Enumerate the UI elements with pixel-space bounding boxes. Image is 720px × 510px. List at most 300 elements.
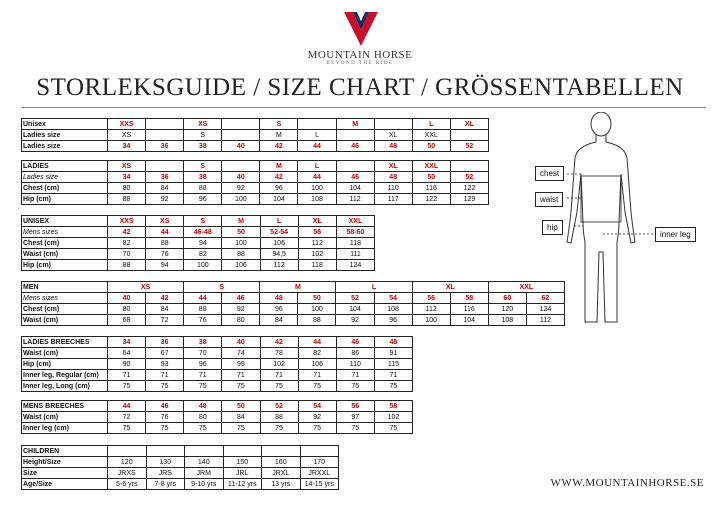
table-cell: 80 [108,304,146,315]
row-label: Unisex [22,119,108,130]
table-cell: 56 [336,401,374,412]
table-cell: 52 [450,141,488,152]
table-cell: XS [184,119,222,130]
table-cell: 108 [488,315,526,326]
table-cell: 92 [146,194,184,205]
table-cell [222,130,260,141]
table-cell: 71 [184,370,222,381]
row-label: Chest (cm) [22,183,108,194]
table-cell: 9-10 yrs [185,479,224,490]
table-cell [450,130,488,141]
table-cell: 112 [260,260,298,271]
table-cell: 62 [526,293,564,304]
inner-leg-label: inner leg [655,227,696,242]
table-cell: 75 [184,381,222,392]
row-label: Chest (cm) [22,304,108,315]
unisex-top-table [21,118,489,152]
row-label: Hip (cm) [22,359,108,370]
table-row [22,194,489,205]
table-cell: 102 [298,249,336,260]
table-cell: 120 [488,304,526,315]
row-label: Ladies size [22,141,108,152]
table-cell: XXL [336,216,374,227]
table-cell: 100 [298,304,336,315]
table-cell: 52-54 [260,227,298,238]
brand-name: MOUNTAIN HORSE [307,49,413,61]
row-label: Mens sizes [22,293,108,304]
table-cell: 44 [298,337,336,348]
row-label: Hip (cm) [22,260,108,271]
table-cell: 100 [184,260,222,271]
table-cell: 92 [222,183,260,194]
table-cell: 54 [374,293,412,304]
table-cell: 11-12 yrs [223,479,262,490]
table-cell [146,130,184,141]
table-cell [262,446,301,457]
table-cell: XXS [108,119,146,130]
table-cell: 58-60 [336,227,374,238]
table-cell: 100 [298,183,336,194]
row-label: Height/Size [22,457,108,468]
table-cell: XL [450,119,488,130]
table-row [22,293,565,304]
table-cell: 124 [526,304,564,315]
table-header: LADIES [22,161,108,172]
table-cell: 97 [336,412,374,423]
table-cell: 48 [374,141,412,152]
table-cell: 86 [336,348,374,359]
table-cell: XS [108,161,146,172]
table-row [22,119,489,130]
table-cell: M [222,216,260,227]
table-cell: 52 [450,172,488,183]
table-cell: 42 [260,172,298,183]
row-label: Waist (cm) [22,412,108,423]
table-row [22,238,375,249]
table-cell: 80 [222,315,260,326]
table-cell: 96 [260,304,298,315]
row-label: Inner leg (cm) [22,423,108,434]
table-cell: 82 [184,249,222,260]
table-cell: 91 [374,348,412,359]
row-label: Inner leg, Long (cm) [22,381,108,392]
table-cell: 88 [184,304,222,315]
table-row [22,446,339,457]
table-cell: 70 [184,348,222,359]
table-cell: 122 [412,194,450,205]
table-cell: 94,5 [260,249,298,260]
table-cell: JRXS [108,468,147,479]
table-cell: 112 [298,238,336,249]
table-cell: 44 [298,141,336,152]
table-cell: 38 [184,337,222,348]
table-row [22,479,339,490]
table-cell: 93 [146,359,184,370]
table-cell: 48 [184,401,222,412]
table-cell [146,119,184,130]
table-cell: 75 [298,381,336,392]
title-rule [21,107,706,108]
table-cell [300,446,339,457]
table-cell: 96 [184,194,222,205]
table-cell [336,130,374,141]
table-cell: 84 [260,315,298,326]
table-cell: 94 [184,238,222,249]
table-cell: 76 [184,315,222,326]
table-cell: 72 [146,315,184,326]
table-cell: 104 [260,194,298,205]
table-cell: 44 [108,401,146,412]
table-row [22,161,489,172]
table-row [22,381,413,392]
table-cell: 36 [146,141,184,152]
table-cell: 75 [222,381,260,392]
table-cell: 106 [260,238,298,249]
table-cell: 46 [222,293,260,304]
table-cell: JRL [223,468,262,479]
table-row [22,282,565,293]
row-label: Size [22,468,108,479]
table-row [22,359,413,370]
table-cell: 76 [146,412,184,423]
table-cell: 88 [146,238,184,249]
table-cell: 75 [146,423,184,434]
table-row [22,141,489,152]
table-cell: 170 [300,457,339,468]
table-cell: S [184,130,222,141]
table-cell: 90 [108,359,146,370]
table-row [22,172,489,183]
table-cell: XXL [412,130,450,141]
table-cell: JRXXL [300,468,339,479]
table-cell: 44 [184,293,222,304]
table-cell: 94 [146,260,184,271]
row-label: Inner leg, Regular (cm) [22,370,108,381]
table-cell: M [260,161,298,172]
table-header: MEN [22,282,108,293]
table-cell: 46 [336,172,374,183]
table-cell: 46 [336,337,374,348]
table-cell: 34 [108,337,146,348]
table-cell: 88 [184,183,222,194]
table-cell: 129 [450,194,488,205]
mens-breeches-table [21,400,413,434]
table-row [22,337,413,348]
brand-tagline: BEYOND THE RIDE [326,61,394,66]
table-cell: 84 [222,412,260,423]
table-row [22,457,339,468]
table-cell: 64 [108,348,146,359]
table-cell: 56 [298,227,336,238]
table-cell: 75 [146,381,184,392]
table-cell: 34 [108,172,146,183]
table-cell: 58 [374,401,412,412]
table-cell: 40 [222,172,260,183]
table-row [22,304,565,315]
table-cell: 99 [222,359,260,370]
table-cell: 116 [450,304,488,315]
table-cell: 108 [374,304,412,315]
table-cell: 38 [184,172,222,183]
table-cell: 75 [260,381,298,392]
table-cell: 34 [108,141,146,152]
table-cell: 67 [146,348,184,359]
table-cell: XS [108,282,184,293]
table-cell: JRM [185,468,224,479]
table-cell: 88 [108,194,146,205]
table-cell: 106 [298,359,336,370]
mountain-horse-logo [342,12,380,46]
table-cell [108,446,147,457]
table-cell: M [260,130,298,141]
table-cell: XXS [108,216,146,227]
website-url: WWW.MOUNTAINHORSE.SE [550,477,704,489]
table-cell: S [260,119,298,130]
row-label: Chest (cm) [22,238,108,249]
table-cell: 48 [260,293,298,304]
table-cell: XXL [488,282,564,293]
table-cell: 71 [336,370,374,381]
table-cell: 48 [374,172,412,183]
table-row [22,348,413,359]
table-row [22,370,413,381]
row-label: Ladies size [22,172,108,183]
children-table [21,445,339,490]
table-cell: 46 [336,141,374,152]
table-cell [146,161,184,172]
table-cell: 92 [336,315,374,326]
table-cell: 75 [184,423,222,434]
table-cell [298,119,336,130]
ladies-breeches-table [21,336,413,392]
table-cell: XS [108,130,146,141]
table-cell [222,119,260,130]
table-cell: 110 [336,359,374,370]
table-cell: 75 [336,423,374,434]
table-cell: 40 [108,293,146,304]
table-cell: 42 [108,227,146,238]
table-cell: 48 [374,337,412,348]
table-cell: XL [374,130,412,141]
table-cell: 78 [260,348,298,359]
table-cell: 46 [146,401,184,412]
table-cell: 88 [108,260,146,271]
unisex-table [21,215,375,271]
table-cell: 38 [184,141,222,152]
table-cell: 75 [336,381,374,392]
table-cell: 150 [223,457,262,468]
table-cell: L [298,161,336,172]
table-cell: XS [146,216,184,227]
table-cell: 71 [260,370,298,381]
table-cell: 50 [298,293,336,304]
table-cell: 112 [412,304,450,315]
table-cell: 112 [526,315,564,326]
table-header: MENS BREECHES [22,401,108,412]
table-cell: 111 [336,249,374,260]
table-cell: 102 [374,412,412,423]
page-title: STORLEKSGUIDE / SIZE CHART / GRÖSSENTABELLEN [36,74,684,101]
table-row [22,401,413,412]
table-cell: 96 [184,359,222,370]
table-cell: 115 [374,359,412,370]
table-cell: 96 [260,183,298,194]
table-cell: 104 [450,315,488,326]
table-cell [450,161,488,172]
table-cell: JRXL [262,468,301,479]
table-cell: 71 [108,370,146,381]
table-cell: 108 [298,194,336,205]
table-cell: 42 [260,337,298,348]
table-cell: 74 [222,348,260,359]
table-cell: 160 [262,457,301,468]
table-cell: 75 [108,381,146,392]
table-cell: 104 [336,183,374,194]
table-cell: 44 [146,227,184,238]
table-cell: 56 [412,293,450,304]
table-cell: 80 [184,412,222,423]
table-cell: 82 [298,348,336,359]
table-cell: 88 [222,249,260,260]
ladies-table [21,160,489,205]
table-cell: M [336,119,374,130]
table-cell: 104 [336,304,374,315]
table-row [22,423,413,434]
table-cell: 42 [260,141,298,152]
chest-label: chest [535,166,564,181]
table-cell: 13 yrs [262,479,301,490]
table-cell: 84 [146,304,184,315]
table-cell: JRS [146,468,185,479]
table-cell: 118 [336,238,374,249]
table-cell: 88 [260,412,298,423]
table-cell: 82 [108,238,146,249]
row-label: Mens sizes [22,227,108,238]
table-row [22,315,565,326]
table-cell: XXL [412,161,450,172]
row-label: Hip (cm) [22,194,108,205]
table-cell: S [184,282,260,293]
table-cell: 140 [185,457,224,468]
table-cell: 96 [374,315,412,326]
table-row [22,260,375,271]
table-cell: 100 [222,194,260,205]
table-cell: 100 [412,315,450,326]
table-cell: 130 [146,457,185,468]
table-cell: 92 [298,412,336,423]
table-cell: 68 [108,315,146,326]
table-cell [185,446,224,457]
table-cell: 102 [260,359,298,370]
table-cell: 112 [336,194,374,205]
table-cell: 44 [298,172,336,183]
table-cell: 75 [374,381,412,392]
table-cell: 52 [260,401,298,412]
table-cell: XL [298,216,336,227]
table-cell: 71 [298,370,336,381]
table-header: CHILDREN [22,446,108,457]
table-cell: 75 [108,423,146,434]
table-cell: 71 [222,370,260,381]
table-cell: 75 [374,423,412,434]
table-cell: 118 [298,260,336,271]
table-cell: 122 [450,183,488,194]
table-row [22,227,375,238]
table-cell: M [260,282,336,293]
table-cell: 92 [222,304,260,315]
table-cell: 75 [222,423,260,434]
table-cell: S [184,216,222,227]
table-cell: 72 [108,412,146,423]
table-cell: 52 [336,293,374,304]
table-header: LADIES BREECHES [22,337,108,348]
table-cell: 50 [222,401,260,412]
table-cell: 88 [298,315,336,326]
table-cell: 40 [222,141,260,152]
table-cell: 80 [108,183,146,194]
row-label: Waist (cm) [22,315,108,326]
table-cell: 50 [222,227,260,238]
table-cell: 124 [336,260,374,271]
table-cell: 58 [450,293,488,304]
table-cell: 60 [488,293,526,304]
table-cell: 50 [412,172,450,183]
table-cell: 36 [146,337,184,348]
table-cell: 40 [222,337,260,348]
table-cell: 42 [146,293,184,304]
table-row [22,216,375,227]
table-cell [336,161,374,172]
table-header: UNISEX [22,216,108,227]
row-label: Waist (cm) [22,348,108,359]
table-cell: S [184,161,222,172]
table-cell: 117 [374,194,412,205]
table-cell: 76 [146,249,184,260]
table-cell: L [260,216,298,227]
table-cell: 120 [108,457,147,468]
table-row [22,412,413,423]
table-cell: 106 [222,260,260,271]
table-cell: 36 [146,172,184,183]
table-row [22,468,339,479]
table-cell: 100 [222,238,260,249]
men-table [21,281,565,326]
table-cell: XL [374,161,412,172]
table-row [22,249,375,260]
table-cell: 71 [374,370,412,381]
table-cell: 71 [146,370,184,381]
table-cell: L [336,282,412,293]
hip-label: hip [542,220,563,235]
table-cell: 116 [412,183,450,194]
table-cell [374,119,412,130]
row-label: Ladies size [22,130,108,141]
table-cell: 46-48 [184,227,222,238]
waist-label: waist [535,192,563,207]
table-cell: 50 [412,141,450,152]
table-cell: 84 [146,183,184,194]
table-row [22,183,489,194]
table-cell [146,446,185,457]
row-label: Waist (cm) [22,249,108,260]
table-row [22,130,489,141]
table-cell: L [298,130,336,141]
table-cell: 75 [260,423,298,434]
table-cell: 54 [298,401,336,412]
table-cell: 5-6 yrs [108,479,147,490]
table-cell: 70 [108,249,146,260]
table-cell: 14-15 yrs [300,479,339,490]
